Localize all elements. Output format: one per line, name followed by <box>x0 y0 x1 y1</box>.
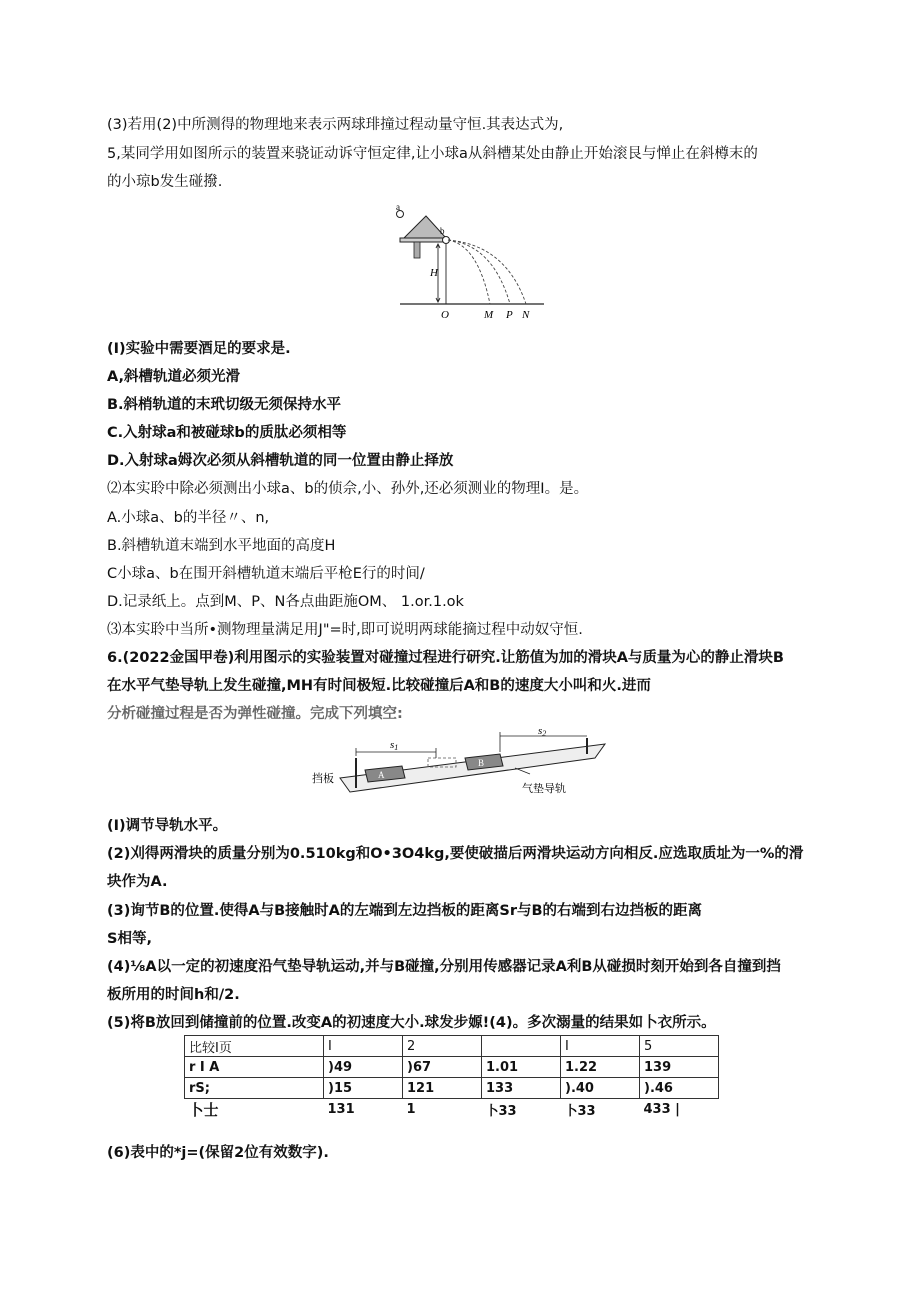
label-N: N <box>522 309 530 321</box>
table-cell: 121 <box>403 1078 482 1099</box>
air-track-figure <box>310 725 610 810</box>
baffle-label: 挡板 <box>312 773 334 785</box>
text-line-24: 板所用的时间h和/2. <box>107 987 240 1003</box>
text-line-14: ⑶本实聆中当所•测物理量满足用J"=时,即可说明两球能摘过程中动奴守恒. <box>107 622 583 638</box>
s2-label: s2 <box>538 725 547 738</box>
text-line-10: A.小球a、b的半径〃、n, <box>107 510 270 526</box>
table-cell: 1.01 <box>482 1057 561 1078</box>
text-line-25: (5)将B放回到储撞前的位置.改变A的初速度大小.球发步嫄!(4)。多次溺量的结果如卜衣所示。 <box>107 1015 716 1031</box>
measurement-table <box>184 1035 719 1120</box>
trajectory-N <box>448 240 526 304</box>
text-line-11: B.斜槽轨道末端到水平地面的高度H <box>107 538 336 554</box>
label-O: O <box>441 309 449 321</box>
label-a: a <box>396 202 400 212</box>
text-line-12: C小球a、b在围开斜槽轨道末端后平枪E行的时间/ <box>107 566 425 582</box>
table-cell: r I A <box>185 1057 324 1078</box>
text-line-17: 分析碰撞过程是否为弹性碰撞。完成下列填空: <box>107 706 403 722</box>
text-line-2: 5,某同学用如图所示的装置来骁证动诉守恒定律,让小球a从斜槽某处由静止开始滚艮与惮止在斜樽末的 <box>107 146 758 162</box>
table-cell: 卜33 <box>561 1099 640 1121</box>
table-cell: 1 <box>403 1099 482 1121</box>
ramp-collision-figure <box>398 200 548 322</box>
table-cell: rS; <box>185 1078 324 1099</box>
table-cell: 卜士 <box>185 1099 324 1121</box>
label-b: b <box>440 226 445 236</box>
table-cell: 1.22 <box>561 1057 640 1078</box>
table-cell: 131 <box>324 1099 403 1121</box>
text-line-15: 6.(2022金国甲卷)利用图示的实验装置对碰撞过程进行研究.让筋值为加的滑块A与质量为心的静止滑块B <box>107 650 784 666</box>
table-row <box>185 1057 719 1078</box>
text-line-6: B.斜梢轨道的末玳切级无须保持水平 <box>107 397 342 413</box>
table-cell: 139 <box>640 1057 719 1078</box>
slider-B-label: B <box>478 758 485 768</box>
table-cell <box>482 1036 561 1057</box>
table-cell: 433 | <box>640 1099 719 1121</box>
table-cell: 2 <box>403 1036 482 1057</box>
text-line-13: D.记录纸上。点到M、P、N各点曲距施OM、 1.or.1.ok <box>107 594 464 610</box>
label-M: M <box>484 309 494 321</box>
table-cell: )15 <box>324 1078 403 1099</box>
table-cell: I <box>561 1036 640 1057</box>
text-line-4: (I)实验中需要酒足的要求是. <box>107 341 291 357</box>
air-track-label: 气垫导轨 <box>522 783 566 795</box>
s1-label: s1 <box>390 739 399 752</box>
label-H: H <box>430 267 438 279</box>
text-line-3: 的小琼b发生碰撥. <box>107 174 223 190</box>
text-line-21: (3)询节B的位置.使得A与B接触时A的左端到左边挡板的距离Sr与B的右端到右边挡板的距离 <box>107 903 703 919</box>
table-cell: I <box>324 1036 403 1057</box>
table-cell: 5 <box>640 1036 719 1057</box>
text-line-8: D.入射球a姆次必须从斜槽轨道的同一位置由静止择放 <box>107 453 454 469</box>
table-row <box>185 1078 719 1099</box>
table-cell: ).40 <box>561 1078 640 1099</box>
table-top <box>400 238 446 242</box>
text-line-26: (6)表中的*j=(保留2位有效数字). <box>107 1145 329 1161</box>
table-cell: 比较I页 <box>185 1036 324 1057</box>
text-line-1: (3)若用(2)中所测得的物理地来表示两球琲撞过程动量守恒.其表达式为, <box>107 117 564 133</box>
text-line-20: 块作为A. <box>107 874 168 890</box>
table-leg <box>414 242 420 258</box>
table-cell: 133 <box>482 1078 561 1099</box>
text-line-16: 在水平气垫导轨上发生碰撞,MH有时间极短.比较碰撞后A和B的速度大小叫和火.进而 <box>107 678 651 694</box>
text-line-22: S相等, <box>107 931 152 947</box>
table-row <box>185 1036 719 1057</box>
trajectory-P <box>448 240 510 304</box>
text-line-9: ⑵本实聆中除必须测出小球a、b的侦佘,小、孙外,还必须测业的物理I。是。 <box>107 481 589 497</box>
table-cell: 卜33 <box>482 1099 561 1121</box>
text-line-7: C.入射球a和被碰球b的质肽必须相等 <box>107 425 347 441</box>
text-line-5: A,斜槽轨道必须光滑 <box>107 369 240 385</box>
table-row <box>185 1099 719 1121</box>
text-line-23: (4)⅛A以一定的初速度沿气垫导轨运动,并与B碰撞,分别用传感器记录A利B从碰损时刻开始到各自撞到挡 <box>107 959 781 975</box>
slider-A-label: A <box>378 770 385 780</box>
table-cell: )49 <box>324 1057 403 1078</box>
table-cell: ).46 <box>640 1078 719 1099</box>
table-cell: )67 <box>403 1057 482 1078</box>
text-line-18: (I)调节导轨水平。 <box>107 818 228 834</box>
label-P: P <box>506 309 513 321</box>
text-line-19: (2)刈得两滑块的质量分别为0.510kg和O•3O4kg,要使破描后两滑块运动方向相反.应选取质址为一%的滑 <box>107 846 804 862</box>
